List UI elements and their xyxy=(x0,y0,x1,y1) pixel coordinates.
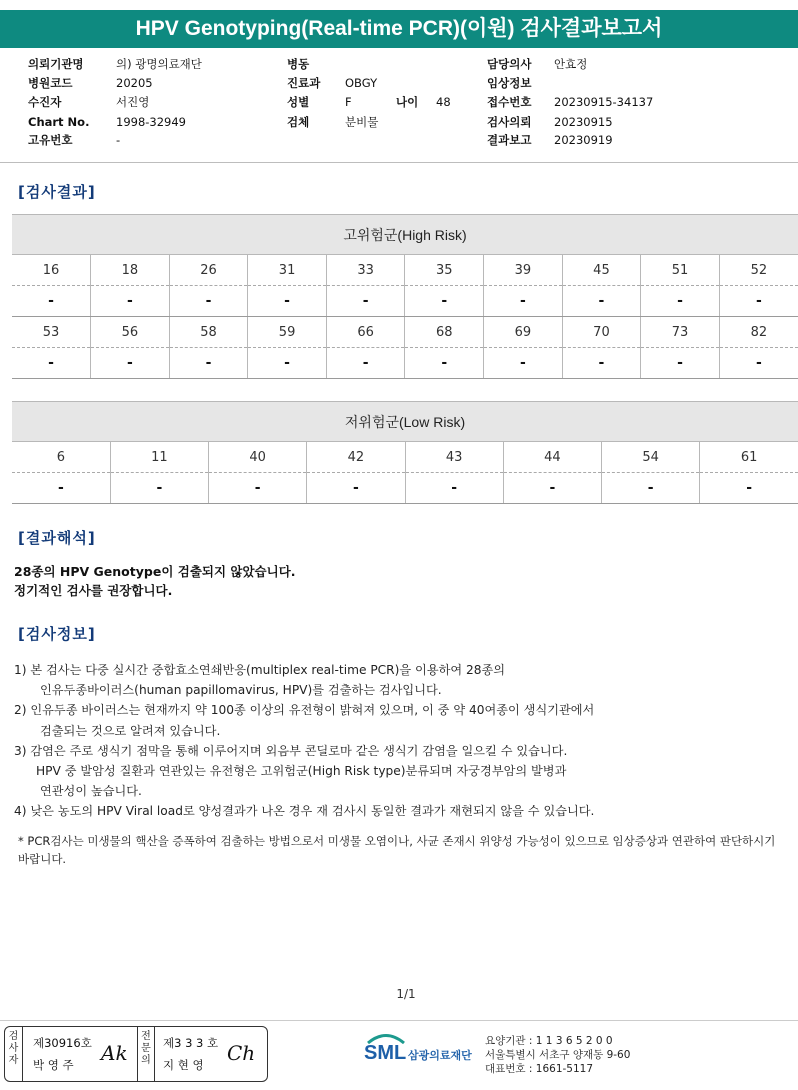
high-risk-header: 고위험군(High Risk) xyxy=(12,215,798,255)
doctor-signature: Ch xyxy=(227,1041,256,1065)
specimen-label: 검체 xyxy=(287,115,310,129)
interpretation-line: 정기적인 검사를 권장합니다. xyxy=(14,583,173,598)
patient-label: 수진자 xyxy=(28,95,62,109)
result-cell: - xyxy=(405,286,484,317)
genotype-cell: 35 xyxy=(405,255,484,286)
section-title-interpretation: [결과해석] xyxy=(18,529,96,547)
report-title: HPV Genotyping(Real-time PCR)(이원) 검사결과보고서 xyxy=(0,10,798,48)
high-risk-table xyxy=(12,214,798,379)
genotype-cell: 54 xyxy=(602,442,700,473)
note-line: 검출되는 것으로 알려져 있습니다. xyxy=(40,723,221,738)
interpretation-line: 28종의 HPV Genotype이 검출되지 않았습니다. xyxy=(14,564,296,579)
genotype-cell: 66 xyxy=(326,317,405,348)
note-line: 4) 낮은 농도의 HPV Viral load로 양성결과가 나온 경우 재 검사시 동일한 결과가 재현되지 않을 수 있습니다. xyxy=(14,804,595,819)
result-cell: - xyxy=(169,348,248,379)
genotype-cell: 31 xyxy=(248,255,327,286)
genotype-cell: 56 xyxy=(91,317,170,348)
receipt-number-label: 접수번호 xyxy=(487,95,532,109)
result-cell: - xyxy=(248,348,327,379)
result-cell: - xyxy=(12,348,91,379)
result-cell: - xyxy=(169,286,248,317)
patient-value: 서진영 xyxy=(116,95,150,109)
genotype-cell: 26 xyxy=(169,255,248,286)
org-code: 요양기관 : 1 1 3 6 5 2 0 0 xyxy=(485,1035,613,1047)
interpretation-text xyxy=(14,562,296,600)
page-number: 1/1 xyxy=(396,987,416,1001)
result-cell: - xyxy=(326,348,405,379)
note-line: 3) 감염은 주로 생식기 점막을 통해 이루어지며 외음부 콘딜로마 같은 생식기 감염을 일으킬 수 있습니다. xyxy=(14,743,568,758)
chart-no-label: Chart No. xyxy=(28,115,90,129)
genotype-cell: 51 xyxy=(641,255,720,286)
sex-value: F xyxy=(345,95,352,109)
result-cell: - xyxy=(91,286,170,317)
genotype-cell: 11 xyxy=(110,442,208,473)
result-cell: - xyxy=(641,348,720,379)
info-row xyxy=(0,113,798,131)
unique-id-value: - xyxy=(116,133,121,147)
low-risk-table xyxy=(12,401,798,504)
genotype-cell: 68 xyxy=(405,317,484,348)
logo-mark: SML xyxy=(364,1042,407,1064)
org-logo xyxy=(364,1032,484,1072)
result-cell: - xyxy=(209,473,307,504)
genotype-cell: 16 xyxy=(12,255,91,286)
result-cell: - xyxy=(484,286,563,317)
referring-institution-label: 의뢰기관명 xyxy=(28,57,84,71)
result-cell: - xyxy=(248,286,327,317)
test-request-value: 20230915 xyxy=(554,115,613,129)
result-cell: - xyxy=(562,348,641,379)
result-cell: - xyxy=(602,473,700,504)
result-report-value: 20230919 xyxy=(554,133,613,147)
note-line: 인유두종바이러스(human papillomavirus, HPV)를 검출하는 검사입니다. xyxy=(40,683,442,698)
result-cell: - xyxy=(326,286,405,317)
note-line: 1) 본 검사는 다중 실시간 중합효소연쇄반응(multiplex real-time PCR)을 이용하여 28종의 xyxy=(14,663,506,677)
genotype-cell: 70 xyxy=(562,317,641,348)
inspector-signature: Ak xyxy=(101,1041,128,1065)
referring-institution-value: 의) 광명의료재단 xyxy=(116,57,202,71)
result-cell: - xyxy=(503,473,601,504)
signature-box xyxy=(4,1026,268,1082)
info-row xyxy=(0,74,798,92)
result-cell: - xyxy=(307,473,405,504)
genotype-cell: 82 xyxy=(719,317,798,348)
test-request-label: 검사의뢰 xyxy=(487,115,532,129)
note-line: 연관성이 높습니다. xyxy=(40,784,142,799)
result-cell: - xyxy=(562,286,641,317)
genotype-cell: 53 xyxy=(12,317,91,348)
divider xyxy=(0,1020,798,1021)
doctor-label: 담당의사 xyxy=(487,57,532,71)
result-cell: - xyxy=(719,348,798,379)
receipt-number-value: 20230915-34137 xyxy=(554,95,654,109)
age-value: 48 xyxy=(436,95,451,109)
genotype-cell: 6 xyxy=(12,442,110,473)
chart-no-value: 1998-32949 xyxy=(116,115,186,129)
clinical-info-label: 임상정보 xyxy=(487,76,532,90)
genotype-cell: 45 xyxy=(562,255,641,286)
section-title-test-info: [검사정보] xyxy=(18,625,96,643)
result-cell: - xyxy=(12,473,110,504)
hospital-code-label: 병원코드 xyxy=(28,76,73,90)
result-cell: - xyxy=(719,286,798,317)
result-cell: - xyxy=(405,473,503,504)
org-contact xyxy=(485,1034,630,1076)
result-cell: - xyxy=(484,348,563,379)
doctor-column-label: 전문의 xyxy=(137,1027,155,1081)
doctor-value: 안효정 xyxy=(554,57,588,71)
genotype-cell: 43 xyxy=(405,442,503,473)
note-line: 2) 인유두종 바이러스는 현재까지 약 100종 이상의 유전형이 밝혀져 있으며, 이 중 약 40여종이 생식기관에서 xyxy=(14,703,595,718)
low-risk-header: 저위험군(Low Risk) xyxy=(12,402,798,442)
genotype-cell: 18 xyxy=(91,255,170,286)
inspector-license: 제30916호 xyxy=(33,1036,92,1050)
genotype-cell: 40 xyxy=(209,442,307,473)
genotype-cell: 33 xyxy=(326,255,405,286)
sex-label: 성별 xyxy=(287,95,310,109)
org-phone: 대표번호 : 1661-5117 xyxy=(485,1063,594,1075)
ward-label: 병동 xyxy=(287,57,310,71)
inspector-column-label: 검사자 xyxy=(5,1027,23,1081)
department-label: 진료과 xyxy=(287,76,321,90)
result-cell: - xyxy=(641,286,720,317)
doctor-license: 제3 3 3 호 xyxy=(163,1036,219,1050)
result-cell: - xyxy=(405,348,484,379)
unique-id-label: 고유번호 xyxy=(28,133,73,147)
result-cell: - xyxy=(91,348,170,379)
section-title-results: [검사결과] xyxy=(18,183,96,201)
specimen-value: 분비물 xyxy=(345,115,379,129)
genotype-cell: 59 xyxy=(248,317,327,348)
result-cell: - xyxy=(110,473,208,504)
divider xyxy=(0,162,798,163)
genotype-cell: 52 xyxy=(719,255,798,286)
info-row xyxy=(0,55,798,73)
genotype-cell: 73 xyxy=(641,317,720,348)
department-value: OBGY xyxy=(345,76,378,90)
note-line: HPV 중 발암성 질환과 연관있는 유전형은 고위험군(High Risk type)분류되며 자궁경부암의 발병과 xyxy=(36,764,567,779)
info-row xyxy=(0,131,798,149)
genotype-cell: 42 xyxy=(307,442,405,473)
org-name: 삼광의료재단 xyxy=(408,1049,472,1062)
inspector-name: 박 영 주 xyxy=(33,1058,74,1072)
age-label: 나이 xyxy=(396,95,419,109)
info-row xyxy=(0,93,798,111)
genotype-cell: 39 xyxy=(484,255,563,286)
test-info-notes xyxy=(14,660,784,822)
genotype-cell: 44 xyxy=(503,442,601,473)
genotype-cell: 58 xyxy=(169,317,248,348)
footnote: * PCR검사는 미생물의 핵산을 증폭하여 검출하는 방법으로서 미생물 오염이나, 사균 존재시 위양성 가능성이 있으므로 임상증상과 연관하여 판단하시기 바랍니다. xyxy=(18,834,776,866)
result-report-label: 결과보고 xyxy=(487,133,532,147)
result-cell: - xyxy=(12,286,91,317)
doctor-name: 지 현 영 xyxy=(163,1058,204,1072)
hospital-code-value: 20205 xyxy=(116,76,153,90)
genotype-cell: 69 xyxy=(484,317,563,348)
genotype-cell: 61 xyxy=(700,442,798,473)
org-address: 서울특별시 서초구 양재동 9-60 xyxy=(485,1049,631,1061)
result-cell: - xyxy=(700,473,798,504)
